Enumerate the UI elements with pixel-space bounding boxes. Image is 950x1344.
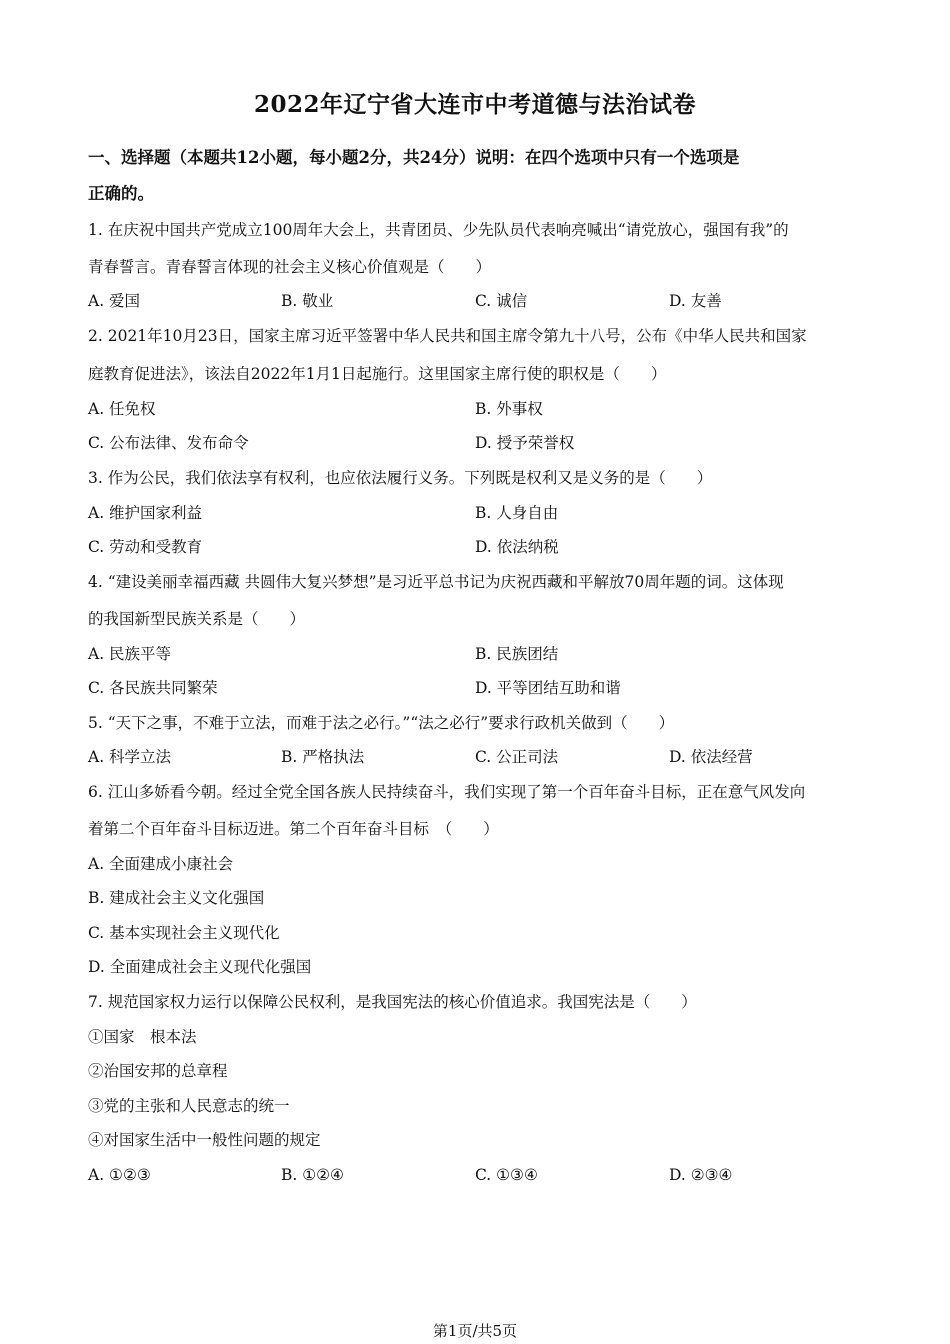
question-6-option-c: C. 基本实现社会主义现代化 <box>88 924 280 942</box>
question-1-option-d: D. 友善 <box>669 292 722 310</box>
question-7-item-1: ①国家 根本法 <box>88 1028 197 1046</box>
question-6-option-d: D. 全面建成社会主义现代化强国 <box>88 958 312 976</box>
question-7-option-c: C. ①③④ <box>475 1166 538 1184</box>
question-6-option-b: B. 建成社会主义文化强国 <box>88 889 265 907</box>
section-heading <box>88 140 868 212</box>
question-5-option-d: D. 依法经营 <box>669 748 753 766</box>
question-4-line1: 4. “建设美丽幸福西藏 共圆伟大复兴梦想”是习近平总书记为庆祝西藏和平解放70周年题的词。这体现 <box>88 573 784 591</box>
question-1-option-b: B. 敬业 <box>281 292 334 310</box>
question-5-option-a: A. 科学立法 <box>88 748 172 766</box>
question-7-item-4: ④对国家生活中一般性问题的规定 <box>88 1131 321 1149</box>
question-6-line1: 6. 江山多娇看今朝。经过全党全国各族人民持续奋斗，我们实现了第一个百年奋斗目标，正在意气风发向 <box>88 783 806 801</box>
question-5-option-c: C. 公正司法 <box>475 748 559 766</box>
question-4-option-c: C. 各民族共同繁荣 <box>88 679 218 697</box>
question-2-option-a: A. 任免权 <box>88 400 156 418</box>
question-7-option-b: B. ①②④ <box>281 1166 344 1184</box>
question-4-option-b: B. 民族团结 <box>475 645 559 663</box>
question-2-option-b: B. 外事权 <box>475 400 543 418</box>
question-2-line1: 2. 2021年10月23日，国家主席习近平签署中华人民共和国主席令第九十八号，公布《中华人民共和国家 <box>88 327 807 345</box>
question-1-line2: 青春誓言。青春誓言体现的社会主义核心价值观是（ ） <box>88 258 492 276</box>
question-3-line1: 3. 作为公民，我们依法享有权利，也应依法履行义务。下列既是权利又是义务的是（ ） <box>88 469 713 487</box>
question-6-option-a: A. 全面建成小康社会 <box>88 855 234 873</box>
question-7-item-3: ③党的主张和人民意志的统一 <box>88 1097 290 1115</box>
question-2-option-d: D. 授予荣誉权 <box>475 434 575 452</box>
question-2-line2: 庭教育促进法》，该法自2022年1月1日起施行。这里国家主席行使的职权是（ ） <box>88 365 667 383</box>
question-5-option-b: B. 严格执法 <box>281 748 365 766</box>
question-1-option-a: A. 爱国 <box>88 292 141 310</box>
page-footer: 第1页/共5页 <box>432 1322 518 1340</box>
question-4-option-a: A. 民族平等 <box>88 645 172 663</box>
question-1-option-c: C. 诚信 <box>475 292 528 310</box>
question-7-line1: 7. 规范国家权力运行以保障公民权利，是我国宪法的核心价值追求。我国宪法是（ ） <box>88 993 697 1011</box>
question-1-line1: 1. 在庆祝中国共产党成立100周年大会上，共青团员、少先队员代表响亮喊出“请党放心，强国有我”的 <box>88 221 789 239</box>
section-heading-line1: 一、选择题（本题共12小题，每小题2分，共24分）说明：在四个选项中只有一个选项是 <box>88 148 740 167</box>
question-7-item-2: ②治国安邦的总章程 <box>88 1062 228 1080</box>
section-heading-line2: 正确的。 <box>88 184 154 203</box>
question-2-option-c: C. 公布法律、发布命令 <box>88 434 249 452</box>
question-3-option-b: B. 人身自由 <box>475 504 559 522</box>
question-7-option-a: A. ①②③ <box>88 1166 151 1184</box>
question-3-option-a: A. 维护国家利益 <box>88 504 203 522</box>
question-3-option-c: C. 劳动和受教育 <box>88 538 203 556</box>
question-5-line1: 5. “天下之事，不难于立法，而难于法之必行。”“法之必行”要求行政机关做到（ ） <box>88 714 675 732</box>
question-6-line2: 着第二个百年奋斗目标迈进。第二个百年奋斗目标 （ ） <box>88 820 499 838</box>
question-4-option-d: D. 平等团结互助和谐 <box>475 679 621 697</box>
question-7-option-d: D. ②③④ <box>669 1166 733 1184</box>
question-4-line2: 的我国新型民族关系是（ ） <box>88 610 306 628</box>
page-title: 2022年辽宁省大连市中考道德与法治试卷 <box>253 91 696 118</box>
question-3-option-d: D. 依法纳税 <box>475 538 559 556</box>
